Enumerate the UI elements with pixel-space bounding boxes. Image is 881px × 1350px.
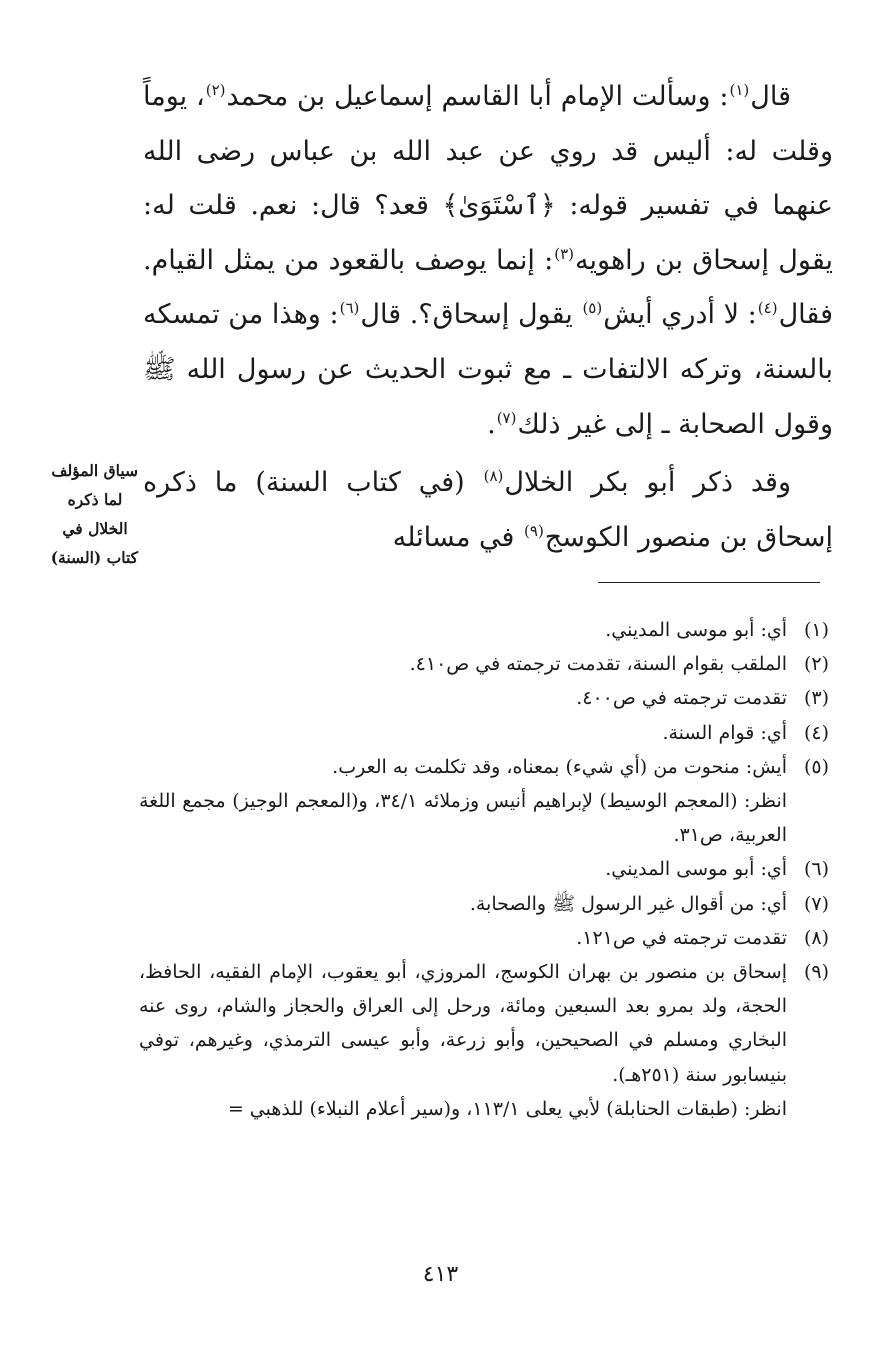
footnote-number: (٨) bbox=[803, 926, 829, 949]
footnote-number: (٢) bbox=[803, 653, 829, 676]
footnote-marker: (٢) bbox=[205, 81, 226, 99]
footnote-item bbox=[139, 647, 829, 681]
footnote-item bbox=[139, 613, 829, 647]
margin-note-line: لما ذكره bbox=[67, 490, 123, 509]
margin-note bbox=[52, 456, 138, 572]
footnote-text bbox=[139, 613, 787, 647]
footnote-marker: (٣) bbox=[554, 244, 574, 263]
footnote-number: (٩) bbox=[803, 961, 829, 984]
footnote-item bbox=[139, 750, 829, 853]
footnote-line: أي: أبو موسى المديني. bbox=[605, 619, 787, 641]
text-run: (في كتاب السنة) ما ذكره إسحاق بن منصور الكوسج bbox=[143, 467, 833, 553]
footnote-separator bbox=[598, 582, 820, 583]
footnote-text bbox=[139, 647, 787, 681]
footnote-text bbox=[139, 955, 787, 1126]
footnote-line: إسحاق بن منصور بن بهران الكوسج، المروزي، أبو يعقوب، الإمام الفقيه، الحافظ، الحجة، ولد بمرو بعد السبعين ومائة، ورحل إلى العراق والحجاز والشام، روى عنه البخاري ومسلم في الصحيحين، وأبو زرعة، وأبو عيسى الترمذي، وغيرهم، توفي بنيسابور سنة (٢٥١هـ). bbox=[139, 961, 787, 1086]
footnote-marker: (٤) bbox=[757, 299, 778, 318]
footnote-text bbox=[139, 681, 787, 715]
margin-note-line: سياق المؤلف bbox=[51, 461, 138, 480]
footnote-line: انظر: (طبقات الحنابلة) لأبي يعلى ١١٣/١، و(سير أعلام النبلاء) للذهبي = bbox=[227, 1097, 787, 1120]
text-run: ، يوماً وقلت له: أليس قد روي عن عبد الله بن عباس رضى الله عنهما في تفسير قوله: ﴿ٱسْتَوَىٰ﴾ قعد؟ قال: نعم. قلت له: يقول إسحاق بن راهويه bbox=[143, 81, 834, 276]
footnote-marker: (٩) bbox=[524, 521, 544, 540]
footnote-item bbox=[139, 716, 829, 750]
main-paragraph-1 bbox=[143, 70, 833, 452]
footnote-text bbox=[139, 852, 787, 886]
text-run: يقول إسحاق؟. قال bbox=[360, 299, 582, 331]
main-paragraph-2 bbox=[143, 456, 833, 565]
margin-note-line: الخلال في bbox=[62, 519, 128, 538]
text-run: : وهذا من تمسكه بالسنة، وتركه الالتفات ـ مع ثبوت الحديث عن رسول الله ﷺ وقول الصحابة ـ إلى غير ذلك bbox=[143, 299, 833, 440]
text-run: : لا أدري أيش bbox=[603, 299, 757, 331]
footnote-item bbox=[139, 887, 829, 921]
main-text bbox=[143, 70, 833, 565]
page-number: ٤١٣ bbox=[422, 1262, 459, 1287]
footnote-marker: (٥) bbox=[582, 299, 603, 318]
footnote-number: (٦) bbox=[803, 858, 829, 881]
footnote-number: (٤) bbox=[803, 721, 829, 744]
margin-note-line: كتاب (السنة) bbox=[50, 548, 138, 567]
text-run: في مسائله bbox=[392, 521, 524, 553]
footnote-line: تقدمت ترجمته في ص٤٠٠. bbox=[576, 687, 787, 710]
text-run: قال bbox=[750, 81, 791, 112]
footnote-number: (١) bbox=[803, 619, 829, 641]
footnote-line: الملقب بقوام السنة، تقدمت ترجمته في ص٤١٠. bbox=[409, 653, 787, 676]
footnote-text bbox=[139, 750, 787, 853]
footnote-marker: (١) bbox=[729, 81, 750, 99]
footnotes bbox=[139, 613, 829, 1126]
footnote-marker: (٨) bbox=[483, 467, 504, 486]
footnote-line: انظر: (المعجم الوسيط) لإبراهيم أنيس وزملائه ٣٤/١، و(المعجم الوجيز) مجمع اللغة العربية، ص٣١. bbox=[139, 790, 788, 847]
footnote-item bbox=[139, 852, 829, 886]
footnote-marker: (٧) bbox=[496, 408, 517, 427]
footnote-line: أي: من أقوال غير الرسول ﷺ والصحابة. bbox=[469, 892, 787, 915]
footnote-line: أيش: منحوت من (أي شيء) بمعناه، وقد تكلمت به العرب. bbox=[332, 755, 787, 778]
footnote-marker: (٦) bbox=[339, 299, 360, 318]
footnote-item bbox=[139, 681, 829, 715]
footnote-number: (٧) bbox=[803, 892, 829, 915]
footnote-text bbox=[139, 921, 787, 955]
text-run: . bbox=[487, 408, 496, 440]
footnote-item bbox=[139, 955, 829, 1126]
text-run: وقد ذكر أبو بكر الخلال bbox=[504, 467, 791, 499]
text-run: : إنما يوصف بالقعود من يمثل القيام. فقال bbox=[143, 244, 833, 331]
footnote-number: (٥) bbox=[803, 755, 829, 778]
footnote-text bbox=[139, 716, 787, 750]
text-run: : وسألت الإمام أبا القاسم إسماعيل بن محمد bbox=[226, 81, 729, 112]
footnote-line: تقدمت ترجمته في ص١٢١. bbox=[576, 926, 787, 949]
footnote-item bbox=[139, 921, 829, 955]
footnote-number: (٣) bbox=[803, 687, 829, 710]
footnote-line: أي: قوام السنة. bbox=[662, 721, 787, 744]
footnote-line: أي: أبو موسى المديني. bbox=[605, 858, 787, 881]
footnote-text bbox=[139, 887, 787, 921]
